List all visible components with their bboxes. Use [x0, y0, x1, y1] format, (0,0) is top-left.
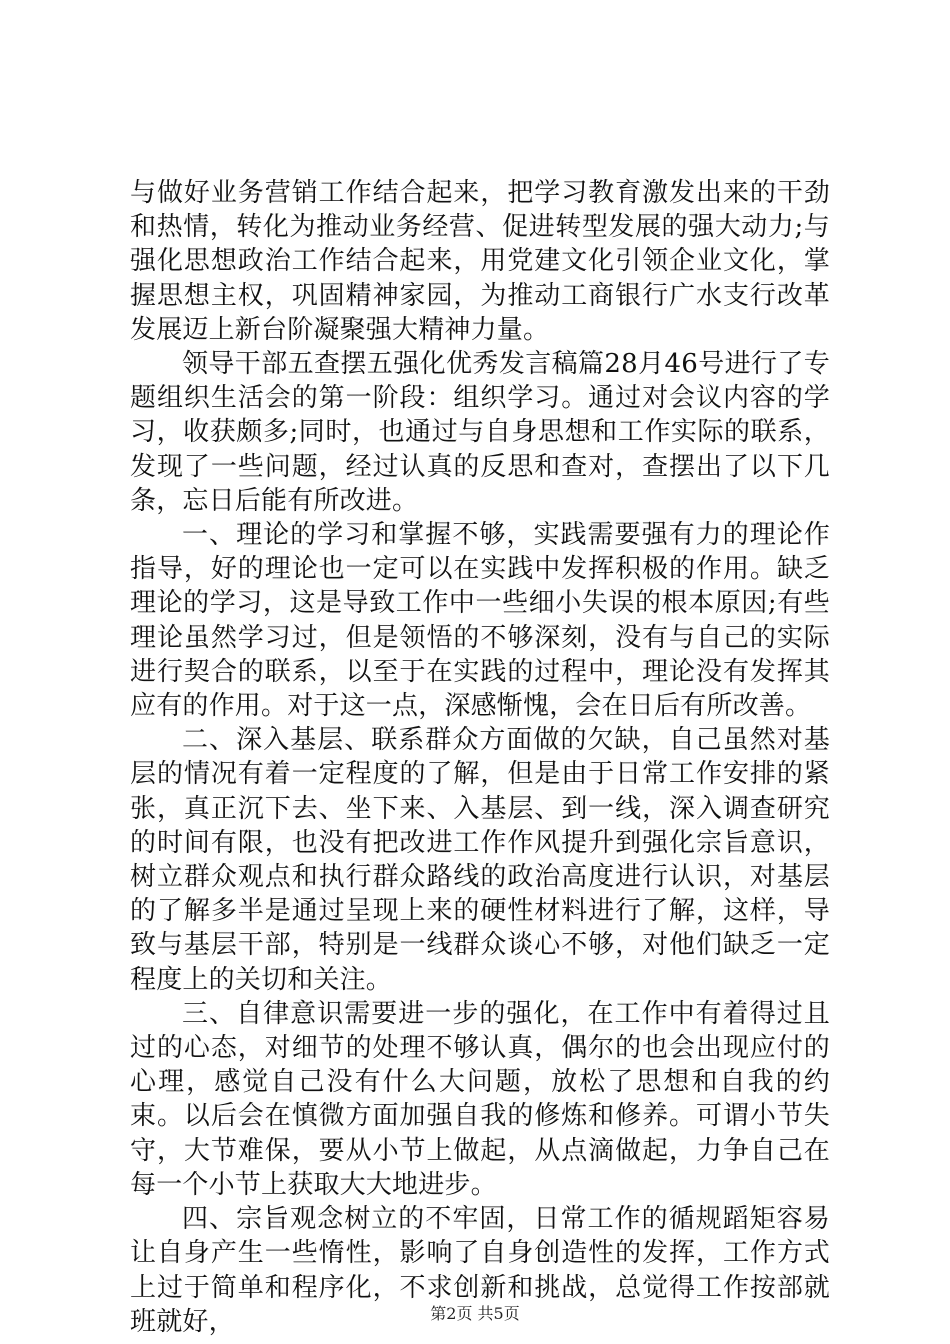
paragraph-intro: 领导干部五查摆五强化优秀发言稿篇28月46号进行了专题组织生活会的第一阶段：组织学习。通过对会议内容的学习，收获颇多;同时，也通过与自身思想和工作实际的联系，发现了一些问题，经过认真的反思和查对，查摆出了以下几条，忘日后能有所改进。	[130, 349, 830, 516]
paragraph-point-1: 一、理论的学习和掌握不够，实践需要强有力的理论作指导，好的理论也一定可以在实践中发挥积极的作用。缺乏理论的学习，这是导致工作中一些细小失误的根本原因;有些理论虽然学习过，但是领悟的不够深刻，没有与自己的实际进行契合的联系，以至于在实践的过程中，理论没有发挥其应有的作用。对于这一点，深感惭愧，会在日后有所改善。	[130, 520, 830, 722]
page-number-footer: 第2页 共5页	[430, 1304, 520, 1323]
document-body	[130, 176, 830, 1339]
paragraph-point-2: 二、深入基层、联系群众方面做的欠缺，自己虽然对基层的情况有着一定程度的了解，但是由于日常工作安排的紧张，真正沉下去、坐下来、入基层、到一线，深入调查研究的时间有限，也没有把改进工作作风提升到强化宗旨意识，树立群众观点和执行群众路线的政治高度进行认识，对基层的了解多半是通过呈现上来的硬性材料进行了解，这样，导致与基层干部，特别是一线群众谈心不够，对他们缺乏一定程度上的关切和关注。	[130, 725, 830, 995]
paragraph-continuation: 与做好业务营销工作结合起来，把学习教育激发出来的干劲和热情，转化为推动业务经营、促进转型发展的强大动力;与强化思想政治工作结合起来，用党建文化引领企业文化，掌握思想主权，巩固精神家园，为推动工商银行广水支行改革发展迈上新台阶凝聚强大精神力量。	[130, 178, 830, 345]
paragraph-point-3: 三、自律意识需要进一步的强化，在工作中有着得过且过的心态，对细节的处理不够认真，偶尔的也会出现应付的心理，感觉自己没有什么大问题，放松了思想和自我的约束。以后会在慎微方面加强自我的修炼和修养。可谓小节失守，大节难保，要从小节上做起，从点滴做起，力争自己在每一个小节上获取大大地进步。	[130, 998, 830, 1200]
paragraph-point-4: 四、宗旨观念树立的不牢固，日常工作的循规蹈矩容易让自身产生一些惰性，影响了自身创造性的发挥，工作方式上过于简单和程序化，不求创新和挑战，总觉得工作按部就班就好，	[130, 1204, 830, 1337]
